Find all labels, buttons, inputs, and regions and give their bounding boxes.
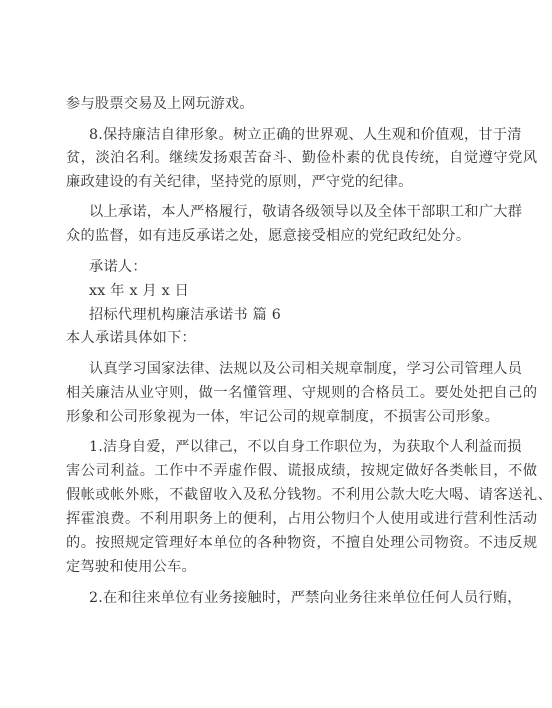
signatory-label: 承诺人： <box>89 259 147 275</box>
text-line-19: 定驾驶和使用公车。 <box>66 559 196 575</box>
section-heading: 招标代理机构廉洁承诺书 篇 6 <box>89 307 282 323</box>
text-line-1: 参与股票交易及上网玩游戏。 <box>66 96 254 112</box>
text-line-10: 本人承诺具体如下： <box>66 330 196 346</box>
text-line-5: 以上承诺，本人严格履行，敬请各级领导以及全体干部职工和广大群 <box>89 204 523 220</box>
text-line-12: 相关廉洁从业守则，做一名懂管理、守规则的合格员工。要处处把自己的 <box>66 385 538 401</box>
text-line-15: 害公司利益。工作中不弄虚作假、谎报成绩，按规定做好各类帐目，不做 <box>66 463 538 479</box>
text-line-2: 8.保持廉洁自律形象。树立正确的世界观、人生观和价值观，甘于清 <box>89 127 522 143</box>
text-line-16: 假帐或帐外账，不截留收入及私分钱物。不利用公款大吃大喝、请客送礼、 <box>66 487 552 503</box>
text-line-20: 2.在和往来单位有业务接触时，严禁向业务往来单位任何人员行贿， <box>89 590 522 606</box>
text-line-4: 廉政建设的有关纪律，坚持党的原则，严守党的纪律。 <box>66 174 413 190</box>
text-line-17: 挥霍浪费。不利用职务上的便利，占用公物归个人使用或进行营利性活动 <box>66 511 538 527</box>
date-line: xx 年 x 月 x 日 <box>89 283 190 299</box>
text-line-13: 形象和公司形象视为一体，牢记公司的规章制度，不损害公司形象。 <box>66 409 500 425</box>
text-line-14: 1.洁身自爱，严以律己，不以自身工作职位为，为获取个人利益而损 <box>89 439 522 455</box>
text-line-6: 众的监督，如有违反承诺之处，愿意接受相应的党纪政纪处分。 <box>66 228 471 244</box>
text-line-3: 贫，淡泊名利。继续发扬艰苦奋斗、勤俭朴素的优良传统，自觉遵守党风 <box>66 150 538 166</box>
text-line-18: 的。按照规定管理好本单位的各种物资，不擅自处理公司物资。不违反规 <box>66 535 538 551</box>
text-line-11: 认真学习国家法律、法规以及公司相关规章制度，学习公司管理人员 <box>89 361 523 377</box>
